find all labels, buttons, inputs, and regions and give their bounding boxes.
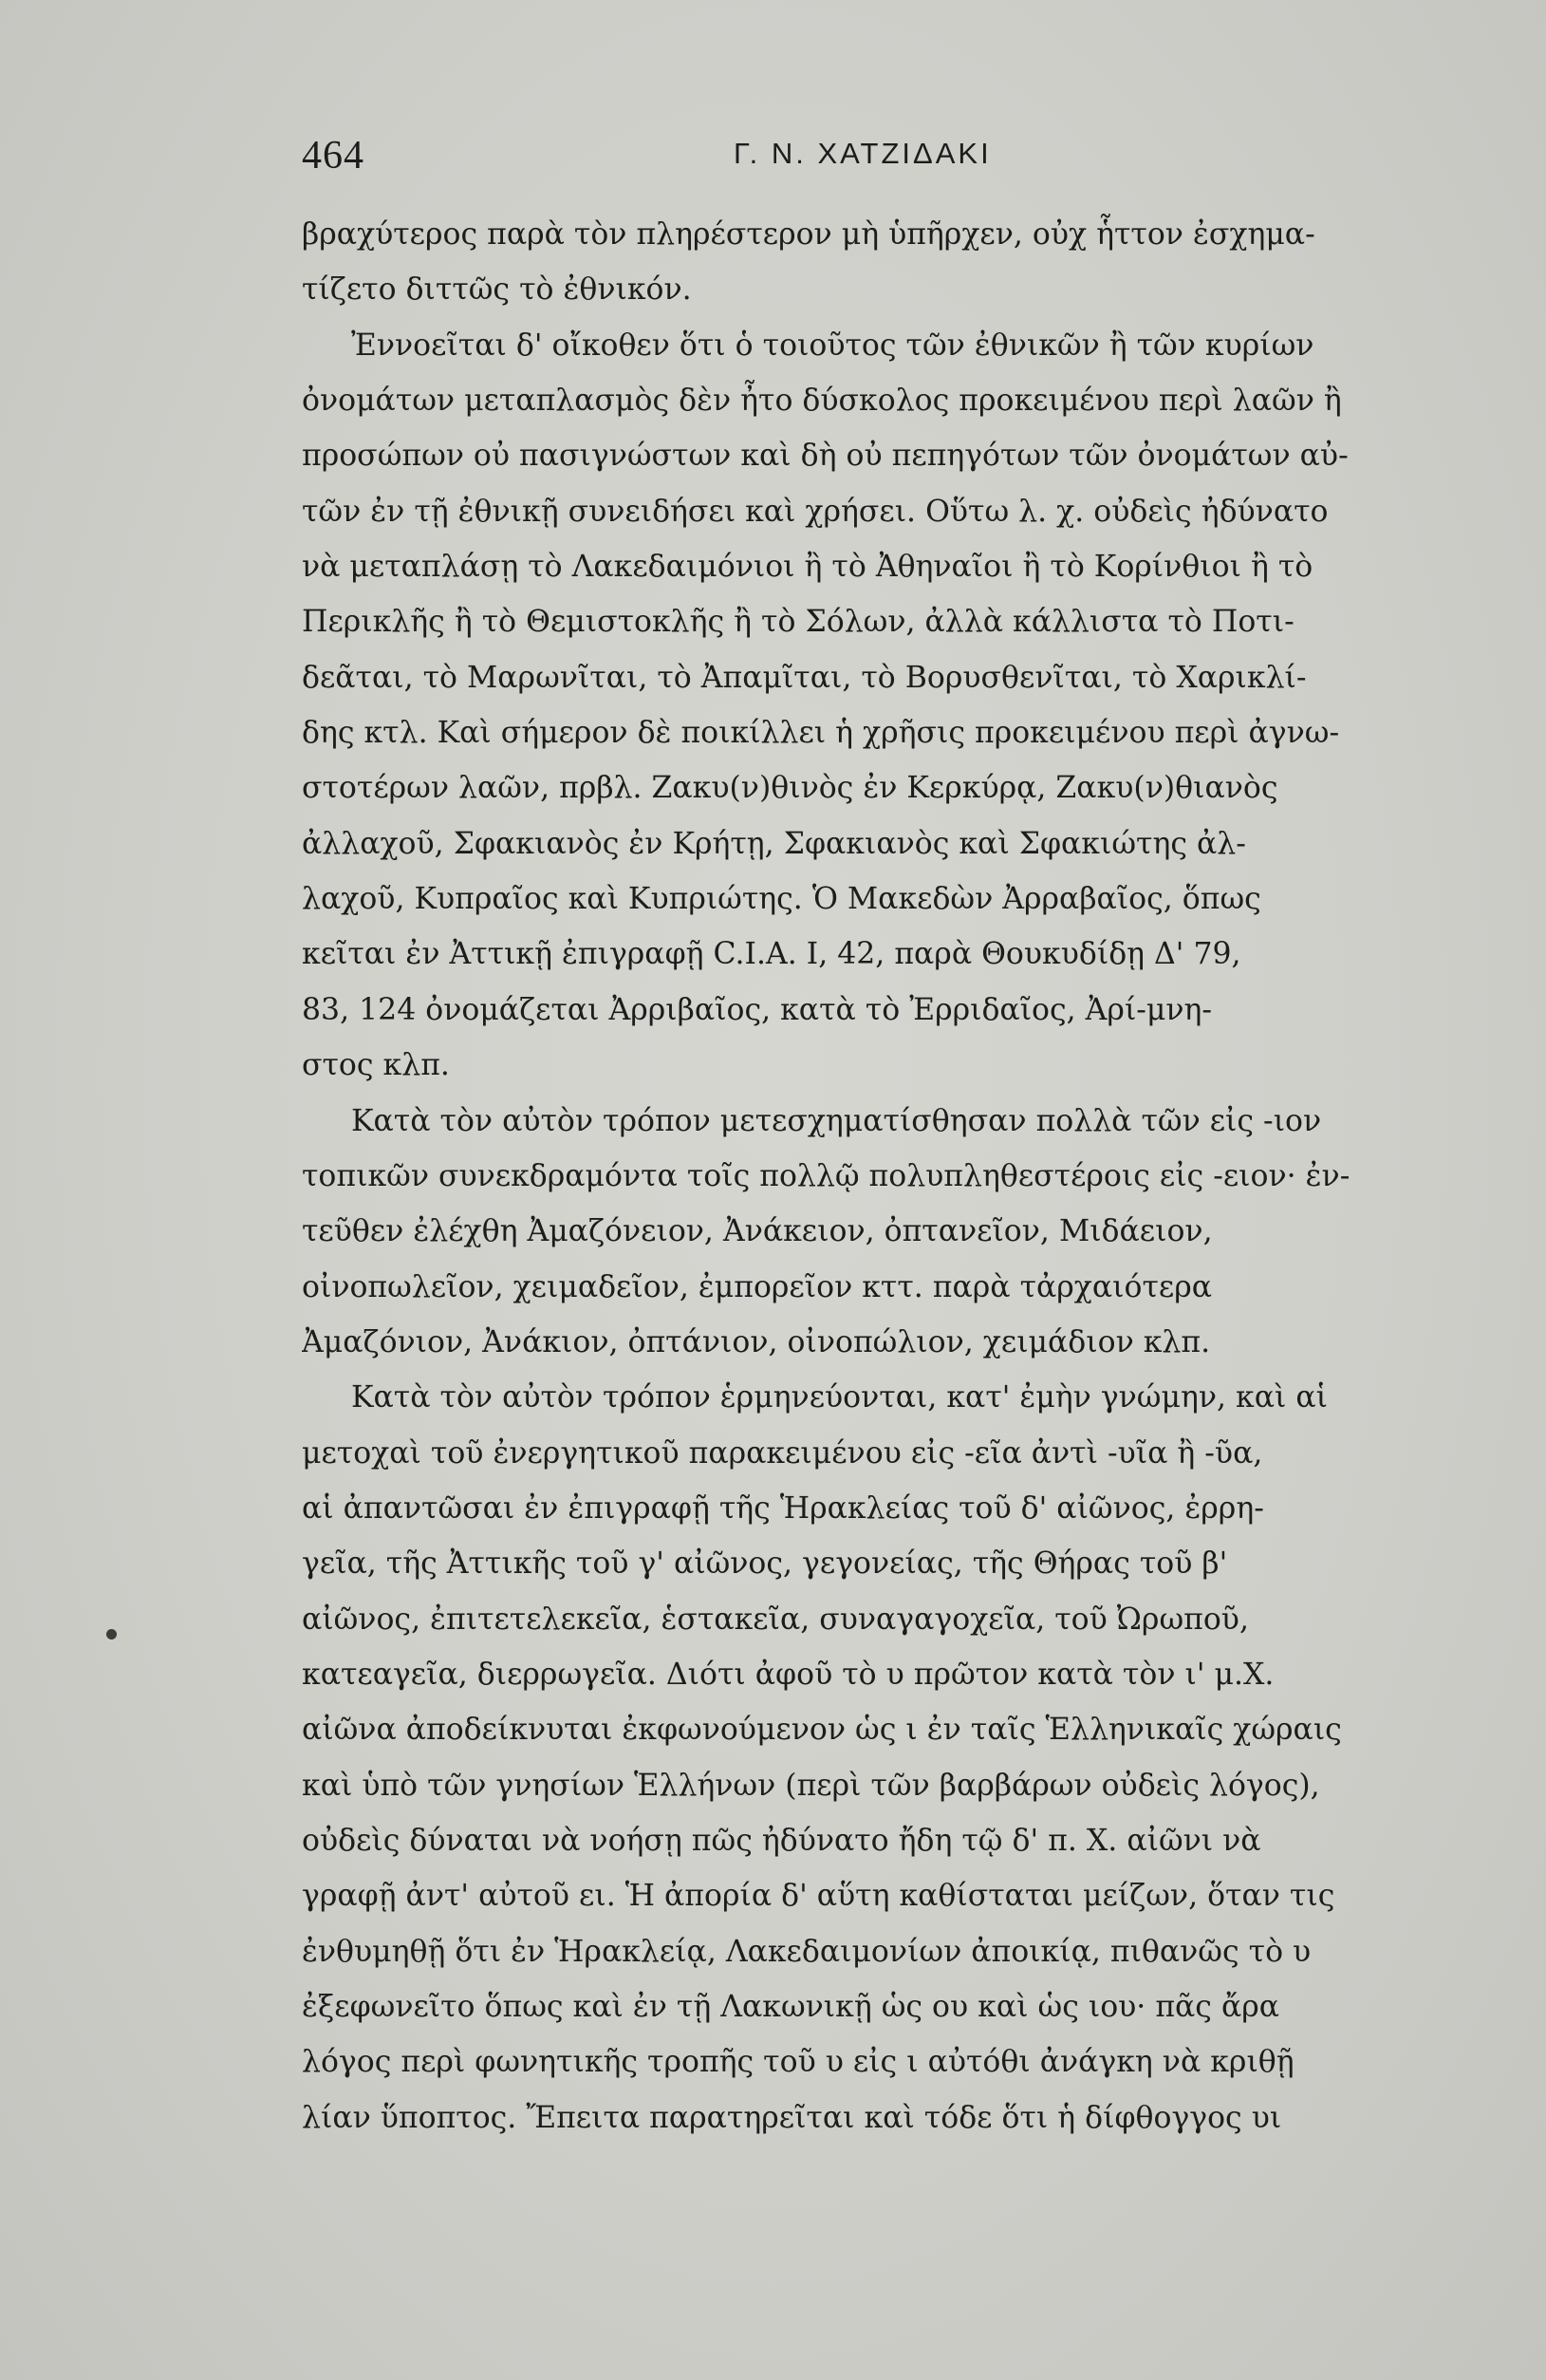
margin-mark xyxy=(106,1629,117,1640)
text-line: αἰῶνα ἀποδείκνυται ἐκφωνούμενον ὡς ι ἐν ταῖς Ἑλληνικαῖς χώραις xyxy=(302,1713,1342,1748)
text-line: γραφῇ ἀντ' αὐτοῦ ει. Ἡ ἀπορία δ' αὕτη καθίσταται μείζων, ὅταν τις xyxy=(302,1879,1335,1914)
text-line: οὐδεὶς δύναται νὰ νοήσῃ πῶς ἠδύνατο ἤδη τῷ δ' π. Χ. αἰῶνι νὰ xyxy=(302,1823,1261,1858)
text-line: λόγος περὶ φωνητικῆς τροπῆς τοῦ υ εἰς ι αὐτόθι ἀνάγκη νὰ κριθῇ xyxy=(302,2045,1295,2080)
text-line: στοτέρων λαῶν, πρβλ. Ζακυ(ν)θινὸς ἐν Κερκύρᾳ, Ζακυ(ν)θιανὸς xyxy=(302,771,1278,806)
text-line: Ἐννοεῖται δ' οἴκοθεν ὅτι ὁ τοιοῦτος τῶν ἐθνικῶν ἢ τῶν κυρίων xyxy=(351,328,1314,363)
text-line: δεᾶται, τὸ Μαρωνῖται, τὸ Ἀπαμῖται, τὸ Βορυσθενῖται, τὸ Χαρικλί- xyxy=(302,660,1307,695)
running-head xyxy=(302,133,1458,190)
text-line: στος κλπ. xyxy=(302,1048,450,1083)
text-line: τεῦθεν ἐλέχθη Ἀμαζόνειον, Ἀνάκειον, ὀπτανεῖον, Μιδάειον, xyxy=(302,1214,1213,1249)
text-line: καὶ ὑπὸ τῶν γνησίων Ἑλλήνων (περὶ τῶν βαρβάρων οὐδεὶς λόγος), xyxy=(302,1768,1320,1803)
text-line: τῶν ἐν τῇ ἐθνικῇ συνειδήσει καὶ χρήσει. Οὕτω λ. χ. οὐδεὶς ἠδύνατο xyxy=(302,494,1329,529)
text-line: αἰῶνος, ἐπιτετελεκεῖα, ἑστακεῖα, συναγαγοχεῖα, τοῦ Ὠρωποῦ, xyxy=(302,1602,1249,1637)
text-line: γεῖα, τῆς Ἀττικῆς τοῦ γ' αἰῶνος, γεγονείας, τῆς Θήρας τοῦ β' xyxy=(302,1546,1228,1582)
text-line: λίαν ὕποπτος. Ἔπειτα παρατηρεῖται καὶ τόδε ὅτι ἡ δίφθογγος υι xyxy=(302,2100,1282,2135)
text-line: 83, 124 ὀνομάζεται Ἀρριβαῖος, κατὰ τὸ Ἐρριδαῖος, Ἀρί-μνη- xyxy=(302,992,1213,1027)
text-line: τοπικῶν συνεκδραμόντα τοῖς πολλῷ πολυπληθεστέροις εἰς -ειον· ἐν- xyxy=(302,1158,1350,1193)
text-line: λαχοῦ, Κυπραῖος καὶ Κυπριώτης. Ὁ Μακεδὼν Ἀρραβαῖος, ὅπως xyxy=(302,882,1261,917)
text-line: αἱ ἀπαντῶσαι ἐν ἐπιγραφῇ τῆς Ἡρακλείας τοῦ δ' αἰῶνος, ἐρρη- xyxy=(302,1490,1264,1526)
header-title: Γ. Ν. ΧΑΤΖΙΔΑΚΙ xyxy=(734,137,992,170)
text-line: κατεαγεῖα, διερρωγεῖα. Διότι ἀφοῦ τὸ υ πρῶτον κατὰ τὸν ι' μ.Χ. xyxy=(302,1657,1275,1692)
text-line: Κατὰ τὸν αὐτὸν τρόπον μετεσχηματίσθησαν πολλὰ τῶν εἰς -ιον xyxy=(351,1103,1322,1138)
body-text xyxy=(302,207,1458,2201)
text-line: τίζετο διττῶς τὸ ἐθνικόν. xyxy=(302,272,692,308)
text-line: ἐξεφωνεῖτο ὅπως καὶ ἐν τῇ Λακωνικῇ ὡς ου καὶ ὡς ιου· πᾶς ἄρα xyxy=(302,1990,1280,2024)
text-line: προσώπων οὐ πασιγνώστων καὶ δὴ οὐ πεπηγότων τῶν ὀνομάτων αὐ- xyxy=(302,439,1349,474)
text-line: ἀλλαχοῦ, Σφακιανὸς ἐν Κρήτῃ, Σφακιανὸς καὶ Σφακιώτης ἀλ- xyxy=(302,826,1246,861)
text-line: μετοχαὶ τοῦ ἐνεργητικοῦ παρακειμένου εἰς -εῖα ἀντὶ -υῖα ἢ -ῦα, xyxy=(302,1435,1263,1471)
text-line: δης κτλ. Καὶ σήμερον δὲ ποικίλλει ἡ χρῆσις προκειμένου περὶ ἀγνω- xyxy=(302,716,1340,751)
text-line: νὰ μεταπλάσῃ τὸ Λακεδαιμόνιοι ἢ τὸ Ἀθηναῖοι ἢ τὸ Κορίνθιοι ἢ τὸ xyxy=(302,550,1313,585)
text-line: Κατὰ τὸν αὐτὸν τρόπον ἑρμηνεύονται, κατ' ἐμὴν γνώμην, καὶ αἱ xyxy=(351,1380,1328,1415)
text-line: ὀνομάτων μεταπλασμὸς δὲν ἦτο δύσκολος προκειμένου περὶ λαῶν ἢ xyxy=(302,384,1342,419)
text-line: Περικλῆς ἢ τὸ Θεμιστοκλῆς ἢ τὸ Σόλων, ἀλλὰ κάλλιστα τὸ Ποτι- xyxy=(302,605,1295,640)
text-line: βραχύτερος παρὰ τὸν πληρέστερον μὴ ὑπῆρχεν, οὐχ ἧττον ἐσχημα- xyxy=(302,217,1315,252)
text-line: κεῖται ἐν Ἀττικῇ ἐπιγραφῇ C.I.A. I, 42, παρὰ Θουκυδίδῃ Δ' 79, xyxy=(302,937,1241,972)
text-line: ἐνθυμηθῇ ὅτι ἐν Ἡρακλείᾳ, Λακεδαιμονίων ἀποικίᾳ, πιθανῶς τὸ υ xyxy=(302,1934,1312,1969)
text-line xyxy=(302,2146,1458,2201)
text-line: Ἀμαζόνιον, Ἀνάκιον, ὀπτάνιον, οἰνοπώλιον, χειμάδιον κλπ. xyxy=(302,1324,1211,1359)
text-line: οἰνοπωλεῖον, χειμαδεῖον, ἐμπορεῖον κττ. παρὰ τἀρχαιότερα xyxy=(302,1269,1212,1304)
page-number: 464 xyxy=(302,134,364,178)
